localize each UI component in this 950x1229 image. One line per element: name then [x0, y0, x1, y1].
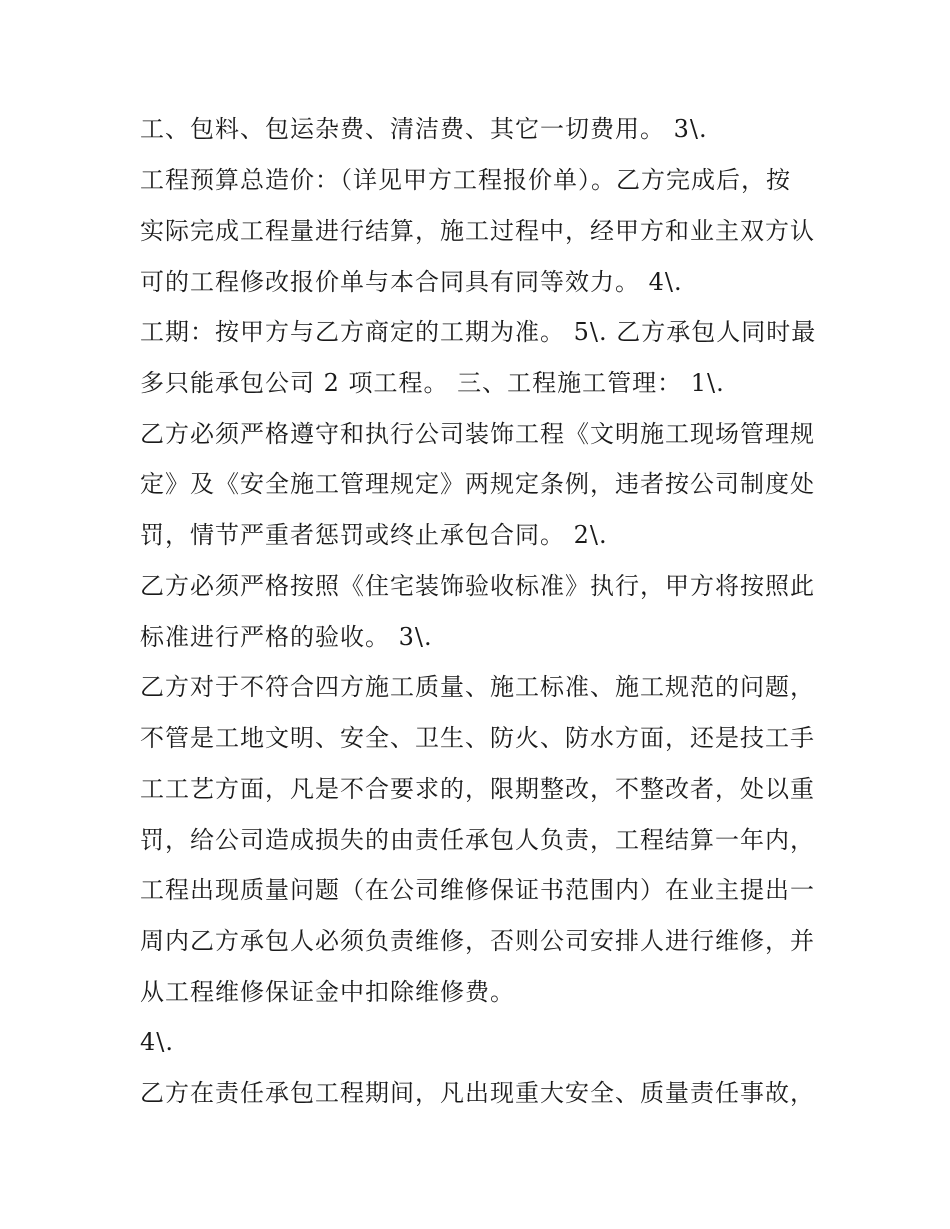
text-line: 实际完成工程量进行结算，施工过程中，经甲方和业主双方认	[140, 217, 815, 245]
text-line: 乙方对于不符合四方施工质量、施工标准、施工规范的问题，	[140, 673, 815, 701]
text-line: 不管是工地文明、安全、卫生、防火、防水方面，还是技工手	[140, 724, 815, 752]
text-line: 乙方必须严格遵守和执行公司装饰工程《文明施工现场管理规	[140, 420, 815, 448]
text-line: 标准进行严格的验收。 3\.	[140, 623, 433, 651]
text-line: 罚，给公司造成损失的由责任承包人负责，工程结算一年内，	[140, 826, 815, 854]
text-line: 多只能承包公司 2 项工程。 三、工程施工管理： 1\.	[140, 369, 725, 397]
text-line: 工程预算总造价：（详见甲方工程报价单）。乙方完成后，按	[140, 166, 791, 194]
text-line: 罚，情节严重者惩罚或终止承包合同。 2\.	[140, 521, 608, 549]
text-line: 乙方必须严格按照《住宅装饰验收标准》执行，甲方将按照此	[140, 572, 815, 600]
text-line: 工程出现质量问题（在公司维修保证书范围内）在业主提出一	[140, 876, 815, 904]
text-line: 4\.	[140, 1028, 174, 1056]
text-line: 定》及《安全施工管理规定》两规定条例，违者按公司制度处	[140, 470, 815, 498]
text-line: 工工艺方面，凡是不合要求的，限期整改，不整改者，处以重	[140, 775, 815, 803]
text-line: 周内乙方承包人必须负责维修，否则公司安排人进行维修，并	[140, 927, 815, 955]
text-line: 从工程维修保证金中扣除维修费。	[140, 978, 515, 1006]
text-line: 工期：按甲方与乙方商定的工期为准。 5\. 乙方承包人同时最	[140, 318, 817, 346]
text-line: 乙方在责任承包工程期间，凡出现重大安全、质量责任事故，	[140, 1079, 815, 1107]
text-line: 工、包料、包运杂费、清洁费、其它一切费用。 3\.	[140, 115, 708, 143]
text-line: 可的工程修改报价单与本合同具有同等效力。 4\.	[140, 268, 683, 296]
